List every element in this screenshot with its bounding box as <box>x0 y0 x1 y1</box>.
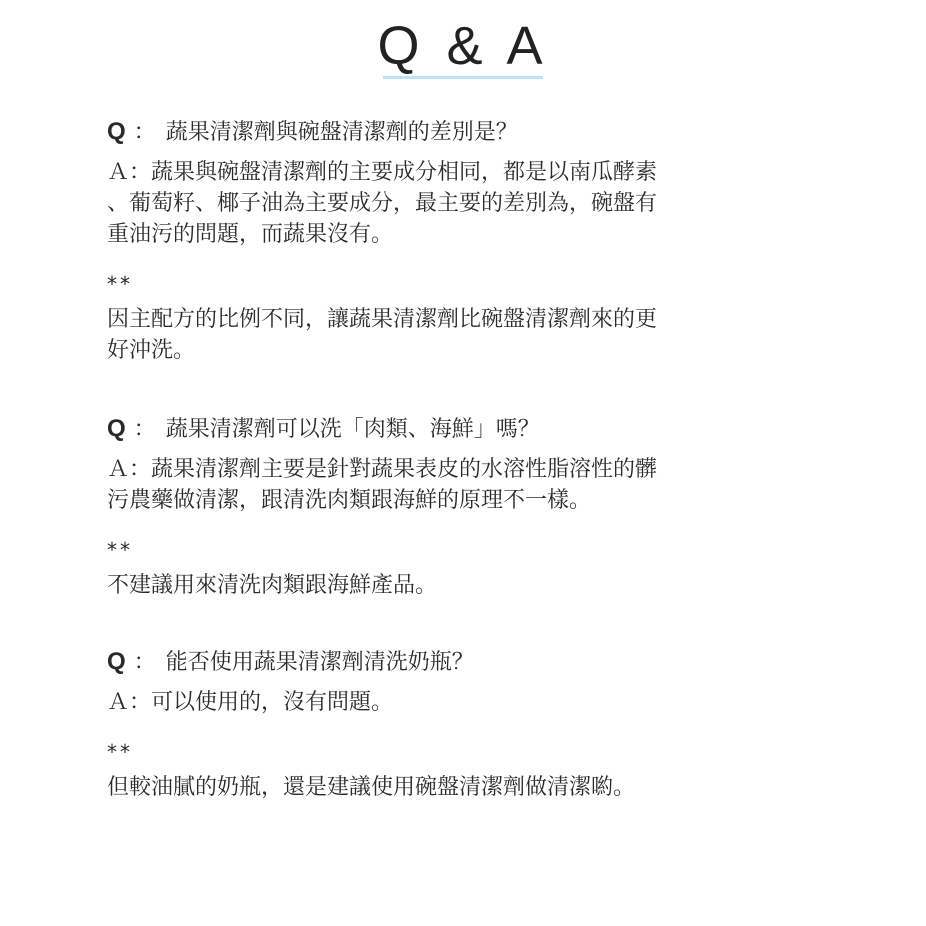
qa-item <box>107 413 822 601</box>
qa-item <box>107 646 822 803</box>
note-marker: ** <box>107 272 133 296</box>
q-marker: Q <box>107 415 126 442</box>
question-line <box>107 646 822 678</box>
q-separator: ： <box>133 417 156 442</box>
answer-line: Ａ：蔬果與碗盤清潔劑的主要成分相同，都是以南瓜酵素 <box>107 160 658 185</box>
answer-line: 重油污的問題，而蔬果沒有。 <box>107 222 394 247</box>
note-marker: ** <box>107 740 133 764</box>
note-marker: ** <box>107 538 133 562</box>
note-line: 不建議用來清洗肉類跟海鮮產品。 <box>107 573 438 598</box>
header <box>0 18 926 79</box>
note-line: 但較油膩的奶瓶，還是建議使用碗盤清潔劑做清潔喲。 <box>107 775 636 800</box>
answer-line: Ａ：可以使用的，沒有問題。 <box>107 690 394 715</box>
note-line: 因主配方的比例不同，讓蔬果清潔劑比碗盤清潔劑來的更 <box>107 307 658 332</box>
q-marker: Q <box>107 648 126 675</box>
title-underline <box>383 76 543 79</box>
q-separator: ： <box>133 120 156 145</box>
answer-line: 污農藥做清潔，跟清洗肉類跟海鮮的原理不一樣。 <box>107 488 592 513</box>
answer-line: Ａ：蔬果清潔劑主要是針對蔬果表皮的水溶性脂溶性的髒 <box>107 457 658 482</box>
question-line <box>107 116 822 148</box>
qa-item <box>107 116 822 366</box>
note-line: 好沖洗。 <box>107 338 196 363</box>
answer-line: 、葡萄籽、椰子油為主要成分，最主要的差別為，碗盤有 <box>107 191 658 216</box>
q-separator: ： <box>133 650 156 675</box>
question-text: 蔬果清潔劑可以洗「肉類、海鮮」嗎？ <box>165 417 540 442</box>
q-marker: Q <box>107 118 126 145</box>
page-title: Q & A <box>377 16 549 76</box>
question-line <box>107 413 822 445</box>
question-text: 蔬果清潔劑與碗盤清潔劑的差別是？ <box>165 120 518 145</box>
question-text: 能否使用蔬果清潔劑清洗奶瓶？ <box>165 650 474 675</box>
qa-list <box>107 116 822 803</box>
